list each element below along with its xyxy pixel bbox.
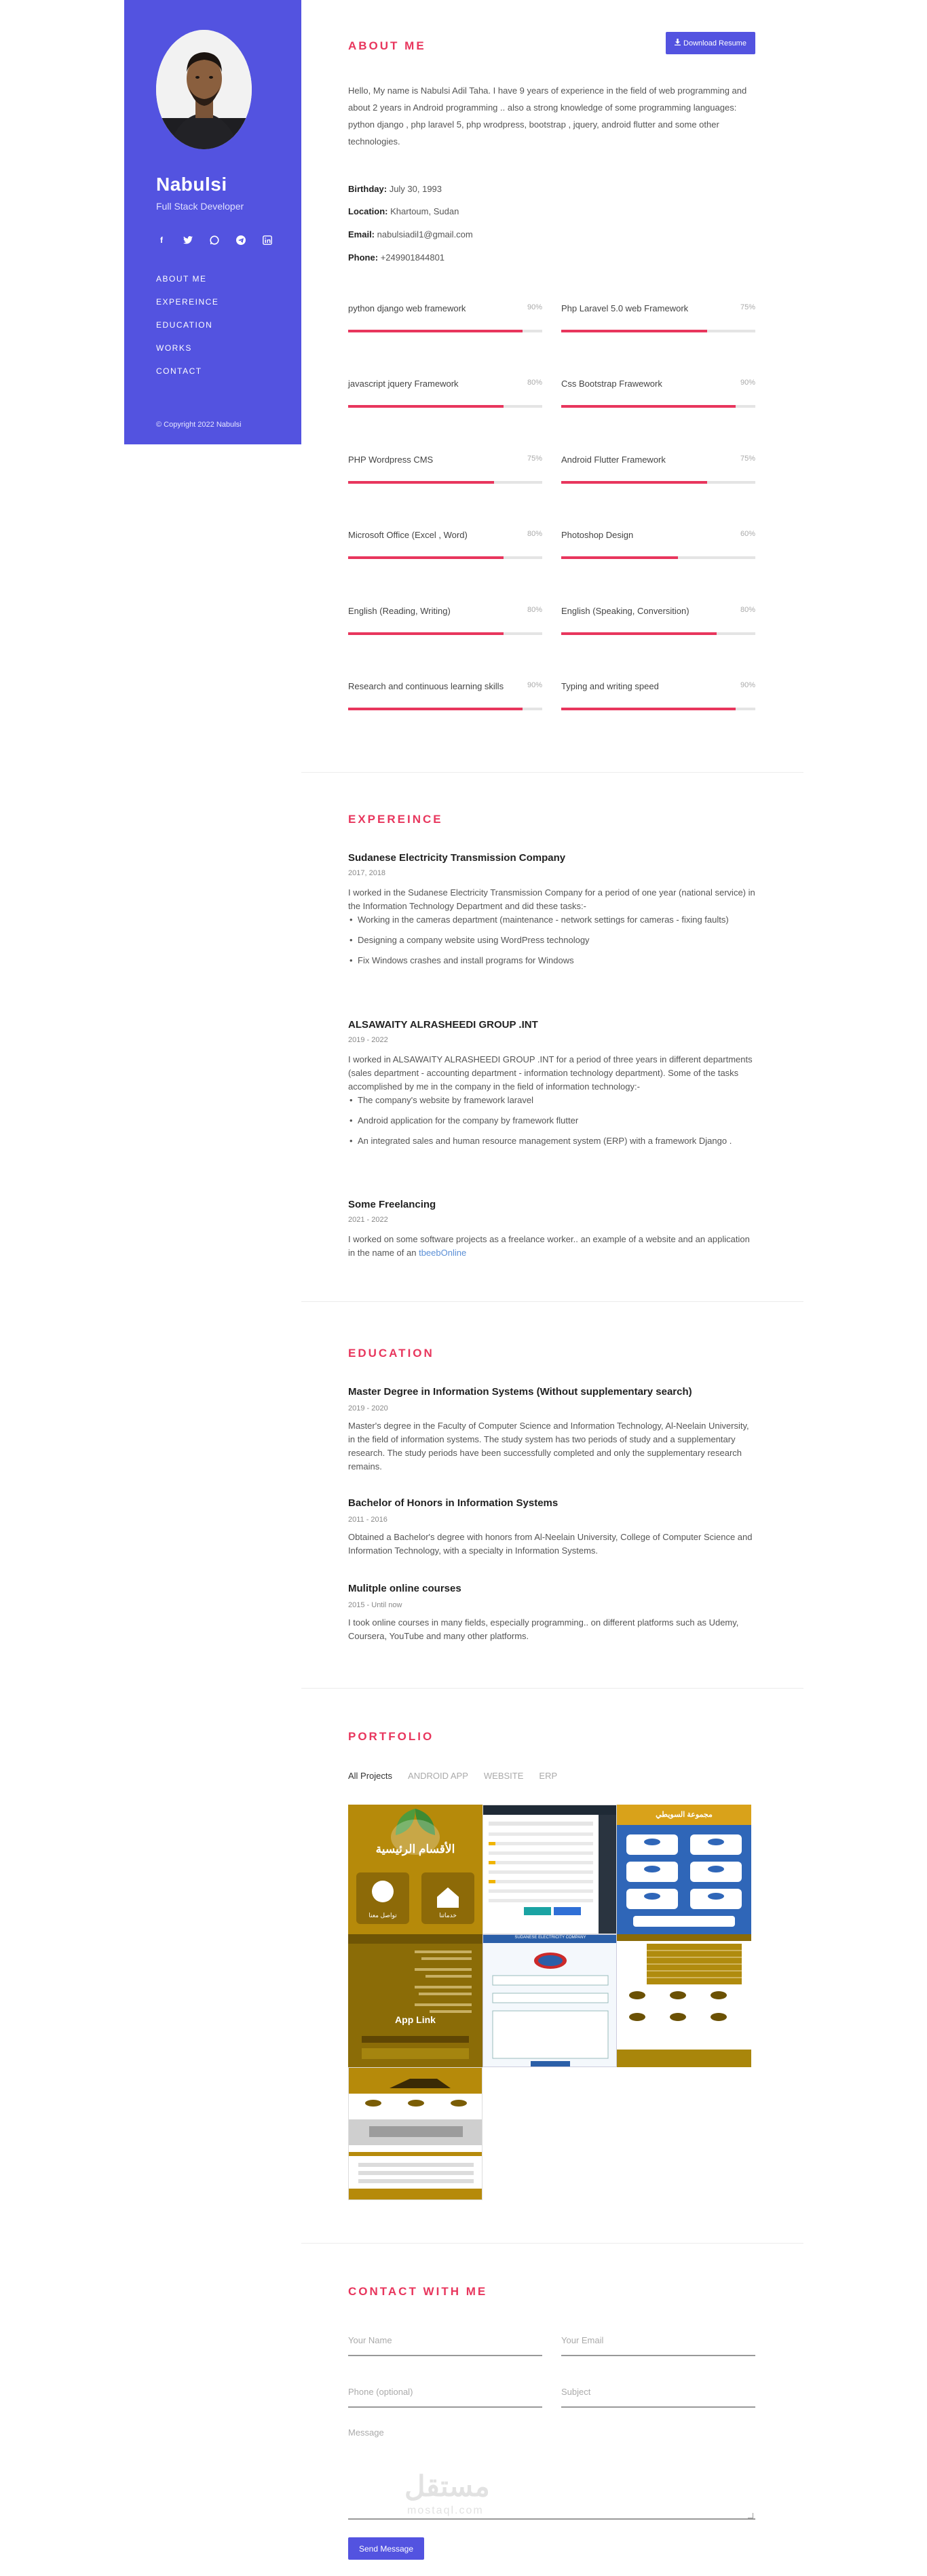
portfolio-item-app-home[interactable] <box>348 1805 483 1934</box>
profile-role: Full Stack Developer <box>156 201 244 212</box>
skill-percent: 90% <box>527 303 542 311</box>
skill-bar <box>348 708 542 710</box>
thumb-caption: تواصل معنا <box>368 1912 397 1919</box>
job-tasks <box>348 1094 755 1148</box>
watermark-logo: مستقل <box>404 2470 490 2502</box>
skill-name: Css Bootstrap Frawework <box>561 379 662 389</box>
skill-item <box>348 303 542 313</box>
info-label: Phone: <box>348 252 379 263</box>
skill-name: Php Laravel 5.0 web Framework <box>561 303 689 313</box>
job-entry <box>348 852 755 974</box>
info-label: Location: <box>348 206 388 216</box>
skill-bar <box>561 556 755 559</box>
nav-about[interactable]: ABOUT ME <box>156 274 207 284</box>
filter-website[interactable]: WEBSITE <box>483 1771 524 1781</box>
skill-name: English (Speaking, Conversition) <box>561 606 689 616</box>
resize-handle-icon[interactable] <box>748 2513 753 2518</box>
job-description-text: I worked on some software projects as a freelance worker.. an example of a website and an application in the name of an <box>348 1234 750 1258</box>
about-text: Hello, My name is Nabulsi Adil Taha. I have 9 years of experience in the field of web programming and about 2 years in Android programming .. also a strong knowledge of some programming languages: python django , php laravel 5, php wrodpress, bootstrap , jquery, android flutter and some other technologies. <box>348 85 747 147</box>
skill-name: English (Reading, Writing) <box>348 606 451 616</box>
skill-bar-fill <box>348 708 523 710</box>
skill-percent: 80% <box>740 606 755 614</box>
portfolio-item-product-site[interactable] <box>348 2067 483 2200</box>
job-date: 2021 - 2022 <box>348 1216 388 1224</box>
info-phone <box>348 252 444 263</box>
skill-bar <box>561 481 755 484</box>
info-label: Birthday: <box>348 184 387 194</box>
skill-bar-fill <box>348 330 523 332</box>
skill-name: javascript jquery Framework <box>348 379 459 389</box>
social-links <box>156 235 273 246</box>
twitter-icon[interactable] <box>183 235 193 246</box>
nav-contact[interactable]: CONTACT <box>156 366 202 376</box>
skill-name: Research and continuous learning skills <box>348 681 504 691</box>
list-item: • Designing a company website using WordPress technology <box>348 934 755 947</box>
skill-percent: 80% <box>527 606 542 614</box>
list-item: • Working in the cameras department (maintenance - network settings for cameras - fixing faults) <box>348 913 755 927</box>
name-field[interactable]: Your Name <box>348 2335 542 2356</box>
subject-field[interactable]: Subject <box>561 2387 755 2408</box>
skill-item <box>348 379 542 389</box>
skill-bar <box>348 330 542 332</box>
skill-percent: 75% <box>740 455 755 463</box>
message-field[interactable]: Message <box>348 2427 755 2520</box>
skill-bar <box>561 632 755 635</box>
nav-education[interactable]: EDUCATION <box>156 320 213 330</box>
degree-date: 2019 - 2020 <box>348 1404 388 1412</box>
job-tasks <box>348 913 755 967</box>
degree-title: Bachelor of Honors in Information Systems <box>348 1497 559 1509</box>
job-description <box>348 1233 755 1260</box>
info-value: +249901844801 <box>380 252 445 263</box>
list-item: • Fix Windows crashes and install programs for Windows <box>348 954 755 967</box>
skill-name: python django web framework <box>348 303 466 313</box>
info-birthday <box>348 184 442 194</box>
list-item: • Android application for the company by framework flutter <box>348 1114 755 1128</box>
job-date: 2017, 2018 <box>348 869 386 877</box>
education-title: EDUCATION <box>348 1347 434 1360</box>
sidebar <box>124 0 301 444</box>
send-message-button[interactable]: Send Message <box>348 2537 424 2560</box>
skill-bar-fill <box>561 330 707 332</box>
skill-name: Android Flutter Framework <box>561 455 666 465</box>
experience-title: EXPEREINCE <box>348 813 443 826</box>
education-entry <box>348 1497 755 1558</box>
nav-experience[interactable]: EXPEREINCE <box>156 297 219 307</box>
skill-percent: 90% <box>740 379 755 387</box>
info-location <box>348 206 459 216</box>
skill-percent: 75% <box>740 303 755 311</box>
portfolio-item-erp-dashboard[interactable] <box>483 1805 617 1934</box>
job-company: Some Freelancing <box>348 1199 436 1210</box>
job-company: Sudanese Electricity Transmission Company <box>348 852 566 864</box>
degree-description: Obtained a Bachelor's degree with honors from Al-Neelain University, College of Computer Science and Information Technology, with a specialty in Information Systems. <box>348 1532 753 1556</box>
degree-description: Master's degree in the Faculty of Computer Science and Information Technology, Al-Neelain University, in the field of information systems. The study system has two periods of study and a supplementary research. The study periods have been successfully completed and only the supplementary research remains. <box>348 1421 749 1472</box>
skill-bar-fill <box>561 632 717 635</box>
skill-name: Microsoft Office (Excel , Word) <box>348 530 468 540</box>
project-link[interactable]: tbeebOnline <box>419 1248 467 1258</box>
profile-name: Nabulsi <box>156 174 227 195</box>
portfolio-title: PORTFOLIO <box>348 1730 434 1743</box>
portfolio-filters <box>348 1771 557 1781</box>
email-field[interactable]: Your Email <box>561 2335 755 2356</box>
facebook-icon[interactable]: f <box>160 235 163 245</box>
portfolio-item-erp-report[interactable] <box>617 1934 751 2067</box>
nav-works[interactable]: WORKS <box>156 343 192 353</box>
about-title: ABOUT ME <box>348 39 426 52</box>
thumb-heading: SUDANESE ELECTRICITY COMPANY <box>514 1936 586 1940</box>
thumb-heading: App Link <box>395 2014 436 2025</box>
side-navigation <box>156 274 219 389</box>
skill-percent: 90% <box>527 681 542 689</box>
filter-erp[interactable]: ERP <box>539 1771 558 1781</box>
skill-name: PHP Wordpress CMS <box>348 455 434 465</box>
thumb-heading: مجموعة السويطي <box>656 1811 713 1819</box>
job-description: I worked in the Sudanese Electricity Transmission Company for a period of one year (national service) in the Information Technology Department and did these tasks:- <box>348 887 755 911</box>
skill-name: Typing and writing speed <box>561 681 659 691</box>
skill-bar <box>561 330 755 332</box>
skill-bar-fill <box>348 556 504 559</box>
skill-bar <box>561 708 755 710</box>
skill-bar-fill <box>348 632 504 635</box>
info-email <box>348 229 473 239</box>
degree-title: Master Degree in Information Systems (Without supplementary search) <box>348 1386 692 1398</box>
education-entry <box>348 1386 755 1474</box>
education-entry <box>348 1583 755 1643</box>
skill-bar-fill <box>561 481 707 484</box>
skill-bar <box>348 556 542 559</box>
list-item: • An integrated sales and human resource management system (ERP) with a framework Django . <box>348 1134 755 1148</box>
degree-date: 2011 - 2016 <box>348 1516 387 1524</box>
skill-percent: 60% <box>740 530 755 538</box>
job-date: 2019 - 2022 <box>348 1036 388 1044</box>
info-value: nabulsiadil1@gmail.com <box>377 229 473 239</box>
section-divider <box>301 1688 803 1689</box>
info-value: Khartoum, Sudan <box>390 206 459 216</box>
download-resume-button[interactable] <box>666 32 755 54</box>
phone-field[interactable]: Phone (optional) <box>348 2387 542 2408</box>
skill-percent: 75% <box>527 455 542 463</box>
watermark-url: mostaql.com <box>407 2505 484 2516</box>
whatsapp-icon[interactable] <box>209 235 220 246</box>
list-item: • The company's website by framework laravel <box>348 1094 755 1107</box>
job-entry <box>348 1019 755 1155</box>
filter-android-app[interactable]: ANDROID APP <box>408 1771 468 1781</box>
skill-item <box>561 455 755 465</box>
skill-bar-fill <box>561 556 678 559</box>
copyright: © Copyright 2022 Nabulsi <box>156 421 242 429</box>
job-company: ALSAWAITY ALRASHEEDI GROUP .INT <box>348 1019 538 1031</box>
skill-bar <box>348 405 542 408</box>
skill-name: Photoshop Design <box>561 530 634 540</box>
skill-item <box>561 303 755 313</box>
skill-bar-fill <box>348 481 494 484</box>
linkedin-icon[interactable] <box>262 235 273 246</box>
thumb-heading: الأقسام الرئيسية <box>375 1843 455 1856</box>
job-description: I worked in ALSAWAITY ALRASHEEDI GROUP .INT for a period of three years in different departments (sales department - accounting department - information technology department). Some of the tasks accomplished by me in the company in the field of information technology:- <box>348 1054 753 1092</box>
info-label: Email: <box>348 229 375 239</box>
skill-percent: 80% <box>527 379 542 387</box>
portfolio-item-app-link[interactable] <box>348 1934 483 2067</box>
skill-bar <box>348 481 542 484</box>
section-divider <box>301 772 803 773</box>
section-divider <box>301 1301 803 1302</box>
skill-item <box>348 681 542 691</box>
skill-percent: 90% <box>740 681 755 689</box>
degree-description: I took online courses in many fields, especially programming.. on different platforms such as Udemy, Coursera, YouTube and many other platforms. <box>348 1617 739 1641</box>
skill-item <box>348 455 542 465</box>
skill-bar-fill <box>561 708 736 710</box>
skill-bar-fill <box>561 405 736 408</box>
skill-item <box>561 681 755 691</box>
portfolio-item-electricity-website[interactable] <box>483 1934 617 2067</box>
download-resume-label: Download Resume <box>683 39 746 47</box>
skill-item <box>348 606 542 616</box>
portfolio-item-company-app[interactable] <box>617 1805 751 1934</box>
contact-title: CONTACT WITH ME <box>348 2285 488 2298</box>
skill-item <box>561 379 755 389</box>
degree-title: Mulitple online courses <box>348 1583 461 1594</box>
thumb-caption: خدماتنا <box>439 1912 457 1919</box>
download-icon <box>675 39 681 47</box>
skill-item <box>561 530 755 540</box>
profile-photo <box>156 30 252 149</box>
filter-all-projects[interactable]: All Projects <box>348 1771 393 1781</box>
skill-item <box>348 530 542 540</box>
skill-bar <box>561 405 755 408</box>
info-value: July 30, 1993 <box>389 184 442 194</box>
skill-item <box>561 606 755 616</box>
job-entry <box>348 1199 755 1260</box>
skill-bar <box>348 632 542 635</box>
section-divider <box>301 2243 803 2244</box>
skill-percent: 80% <box>527 530 542 538</box>
degree-date: 2015 - Until now <box>348 1601 402 1609</box>
telegram-icon[interactable] <box>235 235 246 246</box>
skill-bar-fill <box>348 405 504 408</box>
